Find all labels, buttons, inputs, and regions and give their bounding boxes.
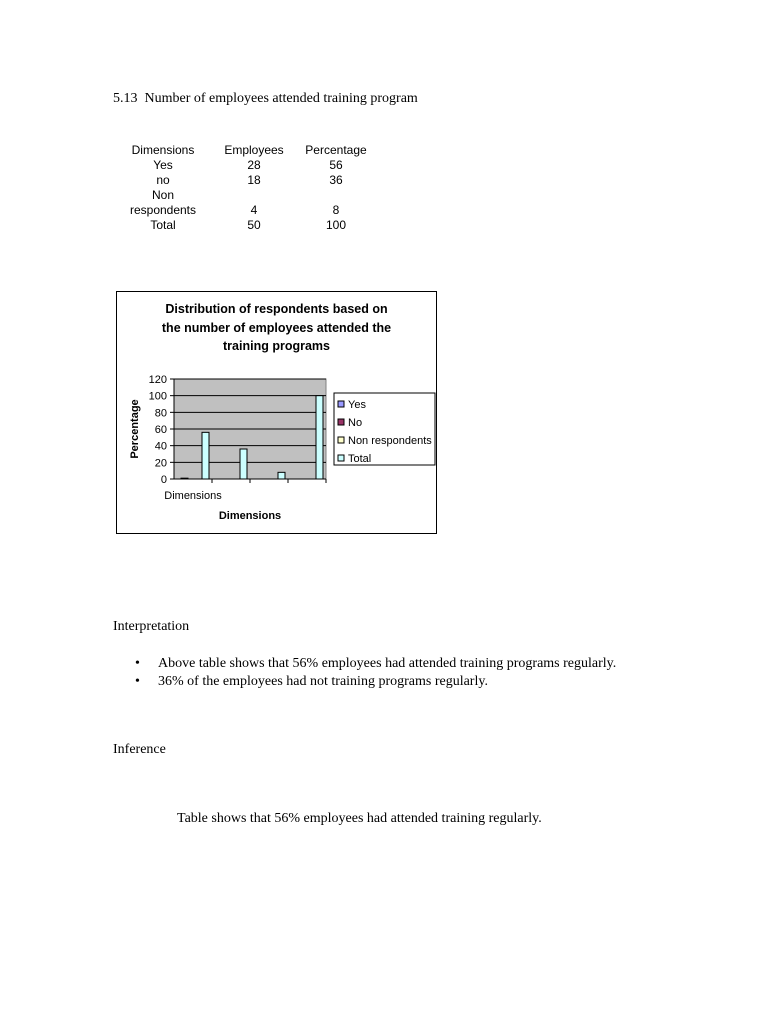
y-tick-label: 120 <box>148 374 167 386</box>
inference-heading: Inference <box>113 742 166 757</box>
table-header-cell: Dimensions <box>131 143 195 157</box>
section-heading: 5.13 Number of employees attended training program <box>113 91 418 106</box>
table-row <box>120 188 370 218</box>
y-axis-label: Percentage <box>129 399 141 459</box>
table-cell: 18 <box>247 173 261 187</box>
inference-text: Table shows that 56% employees had attended training regularly. <box>177 811 542 826</box>
table-header-cell: Employees <box>224 143 284 157</box>
legend-label: Total <box>348 453 372 465</box>
table-cell: 8 <box>332 203 340 217</box>
table-cell: 100 <box>325 218 347 232</box>
legend-label: Non respondents <box>348 435 432 447</box>
chart-title-line: training programs <box>223 339 330 353</box>
employees-table <box>120 143 370 233</box>
list-item-text: 36% of the employees had not training programs regularly. <box>158 674 488 689</box>
y-tick-label: 40 <box>154 440 167 453</box>
bar <box>240 449 247 479</box>
bullet-icon: • <box>135 656 140 671</box>
list-item <box>113 655 633 672</box>
chart-title-line: Distribution of respondents based on <box>165 302 388 316</box>
table-cell: 56 <box>329 158 343 172</box>
table-row <box>120 173 370 188</box>
table-header-row <box>120 143 370 158</box>
bar <box>316 396 323 479</box>
table-row <box>120 158 370 173</box>
y-tick-label: 60 <box>154 424 167 436</box>
table-cell-line: respondents <box>129 203 197 217</box>
bar <box>181 478 188 479</box>
table-cell <box>120 188 206 218</box>
table-cell: 50 <box>247 218 261 232</box>
legend-label: No <box>348 417 363 429</box>
legend-swatch <box>338 419 344 425</box>
table-cell: Yes <box>153 158 173 172</box>
legend-swatch <box>338 437 344 443</box>
list-item-text: Above table shows that 56% employees had attended training programs regularly. <box>158 656 617 671</box>
list-item <box>113 673 633 690</box>
legend-swatch <box>338 401 344 407</box>
table-header-cell: Percentage <box>305 143 367 157</box>
legend-label: Yes <box>348 399 366 411</box>
table-cell-line: Non <box>151 188 174 202</box>
y-tick-label: 0 <box>160 474 167 486</box>
x-axis-label: Dimensions <box>218 510 282 522</box>
chart-title-line: the number of employees attended the <box>161 320 392 335</box>
y-tick-label: 100 <box>148 390 167 403</box>
legend-swatch <box>338 455 344 461</box>
bullet-icon: • <box>135 674 140 689</box>
interpretation-list <box>113 655 633 691</box>
table-row <box>120 218 370 233</box>
table-cell: 28 <box>247 158 261 172</box>
x-tick-label: Dimensions <box>164 490 222 502</box>
chart-container <box>116 291 437 534</box>
table-cell: no <box>156 173 170 187</box>
bar <box>202 432 209 479</box>
interpretation-heading: Interpretation <box>113 619 190 634</box>
y-tick-label: 80 <box>154 407 167 420</box>
table-cell: 36 <box>329 173 343 187</box>
chart-svg <box>117 292 438 535</box>
table-cell: Total <box>150 218 176 232</box>
table-cell: 4 <box>250 203 258 217</box>
y-tick-label: 20 <box>154 457 167 470</box>
bar <box>278 472 285 479</box>
